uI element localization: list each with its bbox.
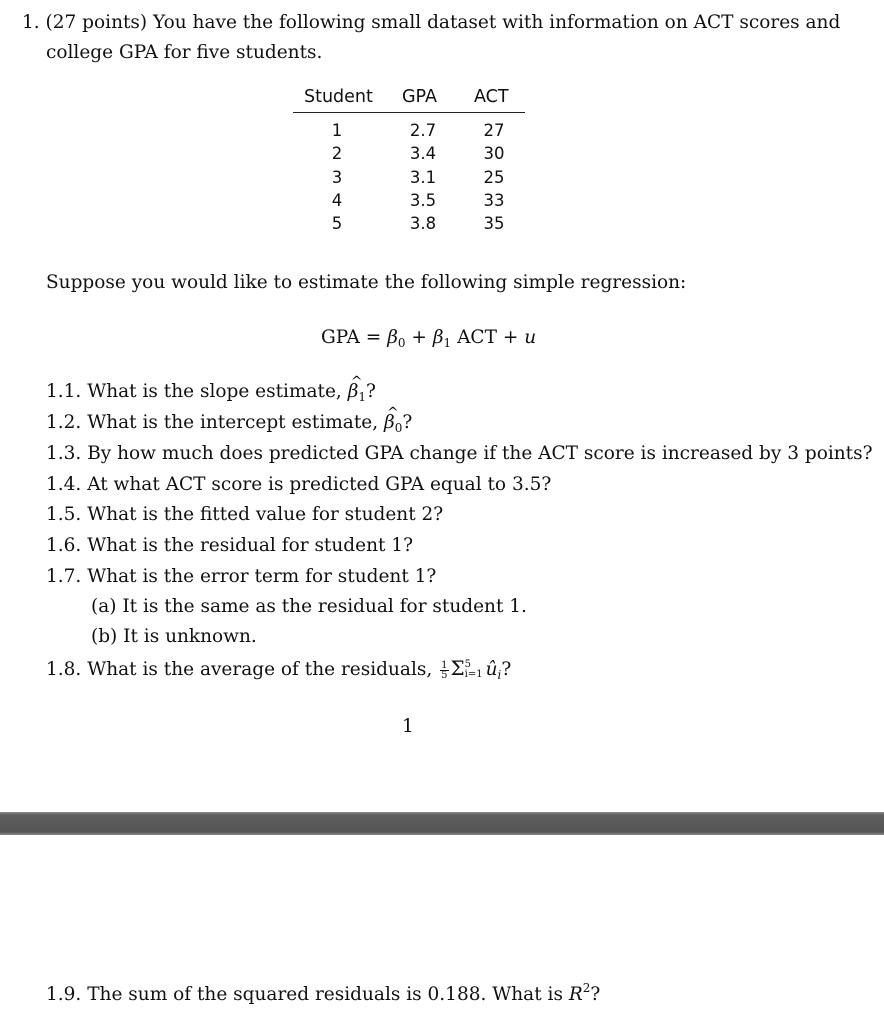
sigma-icon: Σ [450, 656, 465, 680]
regression-equation [321, 327, 536, 354]
question-1-9 [46, 977, 600, 1006]
question-number: 1.1. [46, 381, 82, 402]
page-2 [0, 835, 884, 1024]
residual-symbol: û [485, 659, 498, 680]
table-cell: 3.5 [409, 190, 437, 210]
option-text: It is the same as the residual for student 1. [122, 596, 527, 617]
table-cell: 25 [483, 167, 505, 187]
eq-plus2: + [502, 327, 519, 348]
eq-sign: = [365, 327, 382, 348]
table-header-gpa: GPA [402, 87, 437, 107]
option-a [91, 596, 527, 618]
question-end: ? [501, 659, 512, 680]
question-text: The sum of the squared residuals is 0.188. What is [87, 984, 563, 1005]
option-b [91, 626, 257, 648]
option-label: (b) [91, 626, 118, 647]
column-act [476, 119, 512, 235]
eq-sub1: 1 [443, 336, 452, 350]
frac-num: 1 [441, 660, 448, 671]
eq-act: ACT [457, 327, 497, 348]
option-text: It is unknown. [123, 626, 257, 647]
table-cell: 3.8 [409, 214, 437, 234]
question-end: ? [590, 984, 601, 1005]
table-cell: 3 [331, 167, 343, 187]
question-text: What is the fitted value for student 2? [87, 504, 444, 525]
question-text: What is the average of the residuals, [87, 659, 433, 680]
question-number: 1.3. [46, 443, 82, 464]
question-text: What is the intercept estimate, [87, 412, 379, 433]
table-header-act: ACT [474, 87, 509, 107]
column-gpa [402, 119, 444, 235]
table-cell: 5 [331, 214, 343, 234]
question-1-5 [46, 504, 443, 526]
r-symbol: R [568, 984, 583, 1005]
question-1-8 [46, 657, 511, 686]
question-text: What is the error term for student 1? [87, 566, 437, 587]
table-cell: 3.4 [409, 144, 437, 164]
eq-sub0: 0 [397, 336, 406, 350]
question-text: At what ACT score is predicted GPA equal to 3.5? [87, 474, 552, 495]
question-1-2 [46, 412, 412, 439]
question-1-1 [46, 381, 376, 408]
beta-hat: ^ β [384, 412, 395, 434]
problem-header [22, 12, 840, 34]
question-end: ? [402, 412, 413, 433]
question-text: What is the residual for student 1? [87, 535, 413, 556]
eq-lhs: GPA [321, 327, 360, 348]
sum-limits [465, 660, 483, 680]
page-separator [0, 812, 884, 835]
question-number: 1.9. [46, 984, 82, 1005]
table-header-student: Student [304, 87, 373, 107]
table-rule [293, 112, 525, 113]
sum-upper: 5 [464, 659, 472, 670]
question-1-4 [46, 474, 551, 496]
eq-beta0: β [387, 327, 398, 348]
table-cell: 2.7 [409, 121, 437, 140]
table-cell: 4 [331, 190, 343, 210]
question-1-7 [46, 566, 436, 588]
question-number: 1.6. [46, 535, 82, 556]
question-number: 1.4. [46, 474, 82, 495]
eq-beta1: β [432, 327, 444, 348]
question-text: By how much does predicted GPA change if the ACT score is increased by 3 points? [87, 443, 873, 464]
question-number: 1.7. [46, 566, 82, 587]
column-student [322, 119, 352, 235]
page-number: 1 [402, 716, 414, 737]
eq-plus1: + [411, 327, 427, 348]
fraction-one-fifth [440, 661, 448, 680]
option-label: (a) [91, 596, 117, 617]
table-cell: 33 [483, 190, 505, 210]
problem-intro-line1: (27 points) You have the following small dataset with information on ACT scores and [45, 12, 841, 33]
question-1-6 [46, 535, 413, 557]
residual-index: i [497, 668, 502, 682]
problem-intro-line2: college GPA for five students. [46, 42, 323, 63]
table-cell: 27 [483, 121, 505, 140]
frac-den: 5 [441, 670, 448, 681]
table-cell: 3.1 [409, 167, 437, 187]
subscript: 1 [358, 390, 367, 404]
question-1-3 [46, 443, 873, 465]
question-text: What is the slope estimate, [87, 381, 342, 402]
question-number: 1.5. [46, 504, 82, 525]
question-number: 1.8. [46, 659, 82, 680]
question-end: ? [366, 381, 376, 402]
table-cell: 35 [483, 214, 505, 234]
table-cell: 1 [331, 121, 343, 140]
problem-number: 1. [22, 12, 40, 33]
table-cell: 30 [483, 144, 505, 164]
eq-u: u [524, 327, 537, 348]
regression-lead: Suppose you would like to estimate the following simple regression: [46, 272, 687, 293]
superscript: 2 [582, 981, 591, 995]
table-cell: 2 [331, 144, 343, 164]
beta-hat: ^ β [348, 381, 359, 403]
subscript: 0 [394, 421, 403, 435]
question-number: 1.2. [46, 412, 82, 433]
sum-lower: i=1 [464, 669, 483, 680]
